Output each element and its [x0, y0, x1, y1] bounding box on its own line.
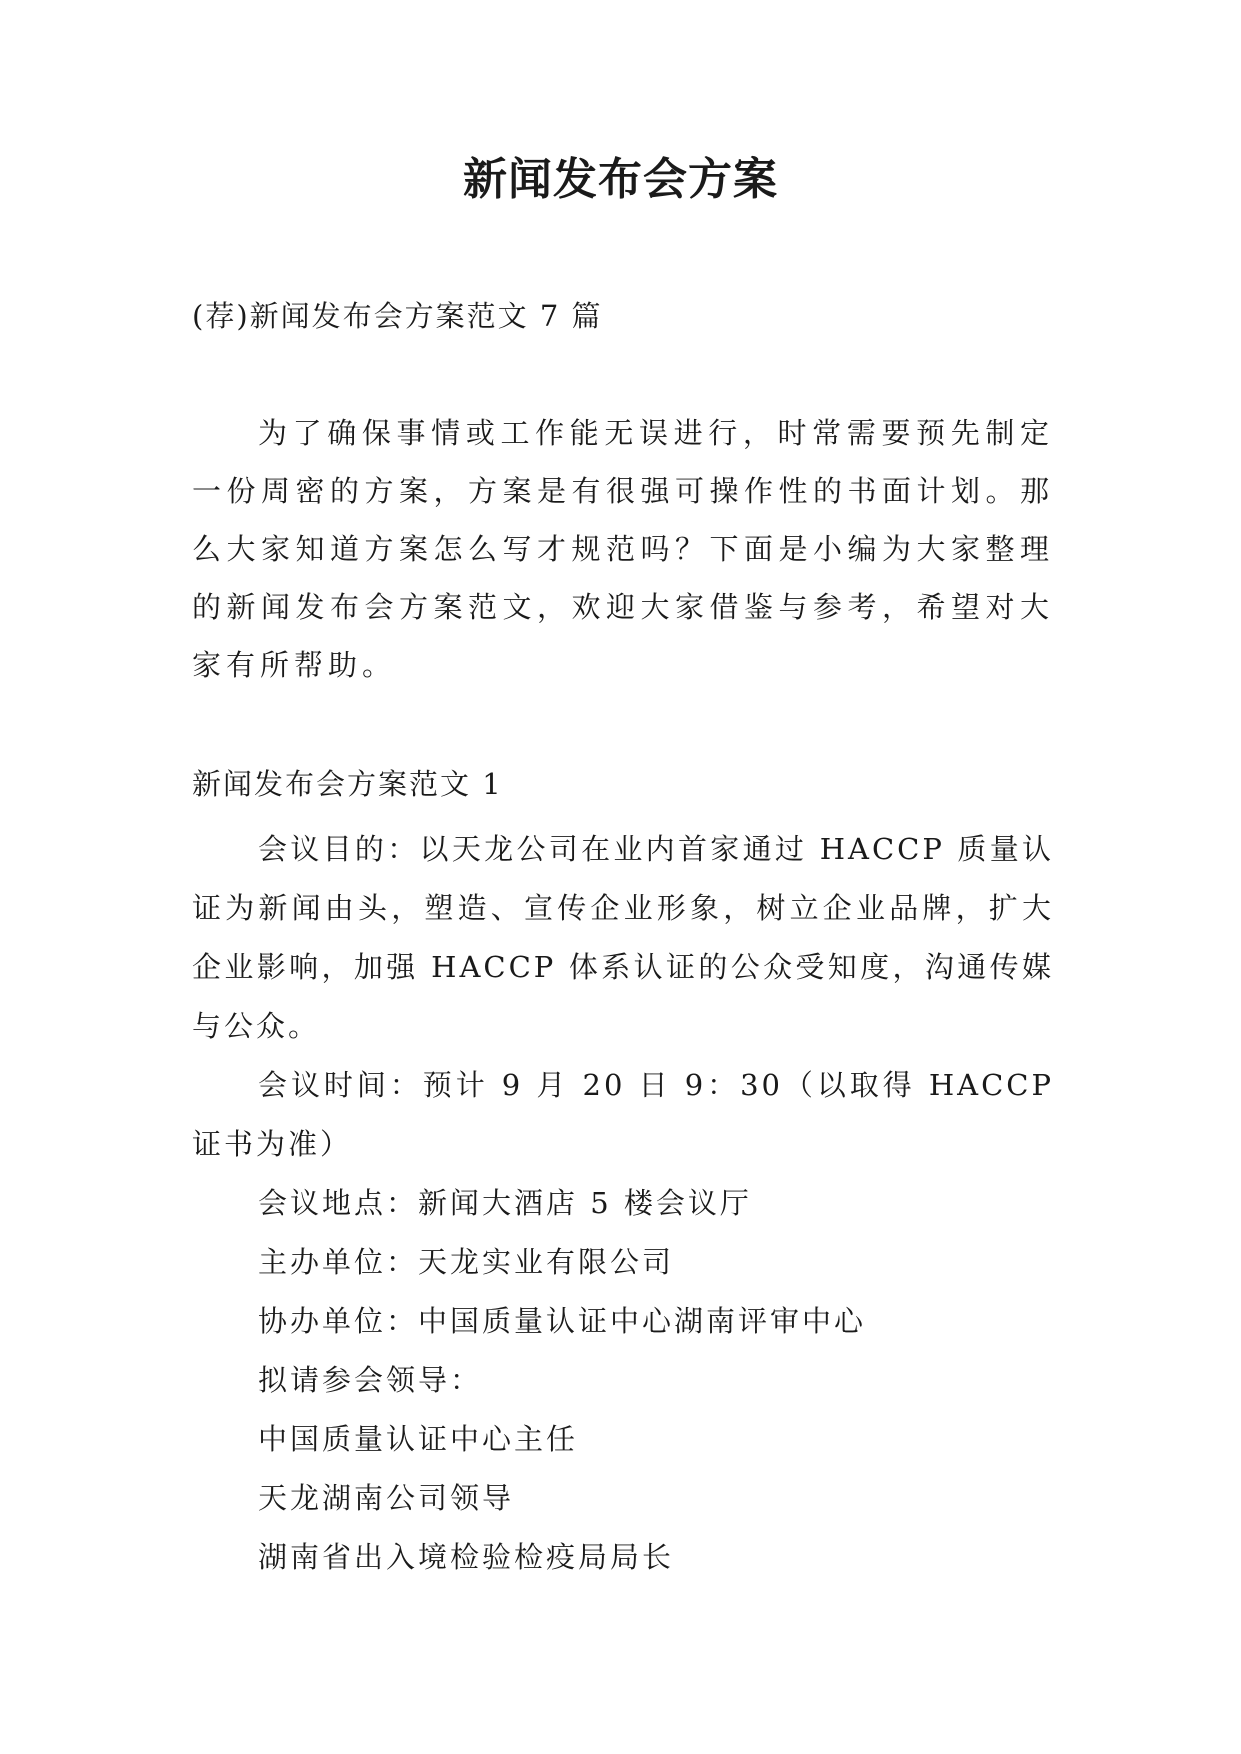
leader-item: 天龙湖南公司领导 [258, 1481, 515, 1515]
intro-paragraph: 为了确保事情或工作能无误进行，时常需要预先制定一份周密的方案，方案是有很强可操作性的书面计划。那么大家知道方案怎么写才规范吗？下面是小编为大家整理的新闻发布会方案范文，欢迎大家借鉴与参考，希望对大家有所帮助。 [192, 416, 1054, 682]
section-heading: 新闻发布会方案范文 1 [192, 767, 503, 801]
leaders-label: 拟请参会领导： [258, 1363, 483, 1397]
meeting-location: 会议地点：新闻大酒店 5 楼会议厅 [258, 1186, 752, 1220]
leader-item: 中国质量认证中心主任 [258, 1422, 579, 1456]
document-title: 新闻发布会方案 [463, 154, 778, 205]
meeting-host: 主办单位：天龙实业有限公司 [258, 1245, 675, 1279]
meeting-purpose: 会议目的：以天龙公司在业内首家通过 HACCP 质量认证为新闻由头，塑造、宣传企业形象，树立企业品牌，扩大企业影响，加强 HACCP 体系认证的公众受知度，沟通传媒与公众。 [192, 832, 1054, 1043]
meeting-time: 会议时间：预计 9 月 20 日 9：30（以取得 HACCP 证书为准） [192, 1068, 1054, 1161]
document-subtitle: (荐)新闻发布会方案范文 7 篇 [192, 299, 603, 333]
meeting-co-host: 协办单位：中国质量认证中心湖南评审中心 [258, 1304, 867, 1338]
leader-item: 湖南省出入境检验检疫局局长 [258, 1540, 675, 1574]
section-body [192, 820, 1054, 1587]
